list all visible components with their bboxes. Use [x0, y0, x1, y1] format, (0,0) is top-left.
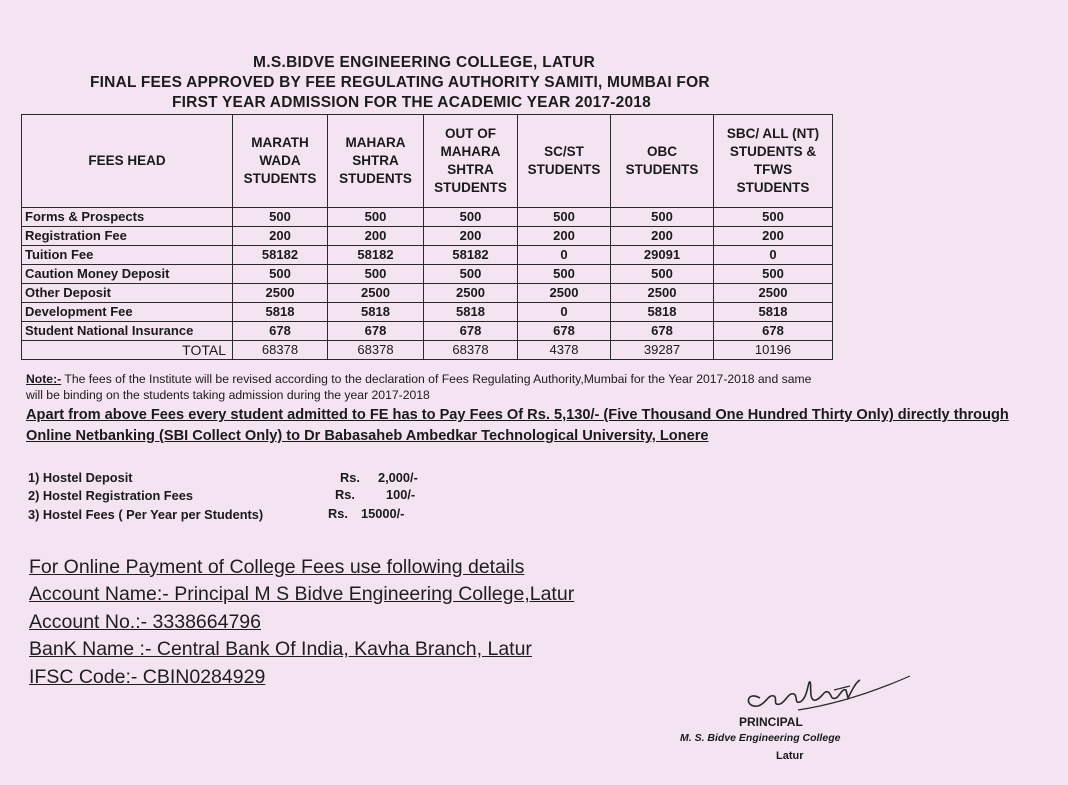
- fee-value-cell: 200: [611, 227, 714, 246]
- fee-value-cell: 500: [714, 265, 833, 284]
- fee-value-cell: 500: [233, 208, 328, 227]
- stamp-latur: Latur: [776, 750, 804, 762]
- fee-value-cell: 500: [714, 208, 833, 227]
- hostel-fees-currency: Rs.: [328, 506, 348, 521]
- fee-value-cell: 678: [424, 322, 518, 341]
- fees-note: [26, 371, 826, 403]
- fee-value-cell: 2500: [328, 284, 424, 303]
- fee-value-cell: 678: [328, 322, 424, 341]
- academic-year-title: FIRST YEAR ADMISSION FOR THE ACADEMIC YEAR 2017-2018: [172, 94, 651, 111]
- table-row: [22, 284, 833, 303]
- fee-head-cell: Forms & Prospects: [22, 208, 233, 227]
- fee-value-cell: 29091: [611, 246, 714, 265]
- table-row: [22, 322, 833, 341]
- hostel-fees-amount: 15000/-: [361, 506, 405, 521]
- fee-head-cell: Tuition Fee: [22, 246, 233, 265]
- stamp-college: M. S. Bidve Engineering College: [680, 732, 841, 744]
- total-value-cell: 4378: [518, 341, 611, 360]
- total-value-cell: 10196: [714, 341, 833, 360]
- total-value-cell: 68378: [233, 341, 328, 360]
- table-row: [22, 208, 833, 227]
- hostel-registration-amount: 100/-: [386, 487, 416, 502]
- total-row: [22, 341, 833, 360]
- fee-value-cell: 678: [518, 322, 611, 341]
- col-maharashtra: MAHARA SHTRA STUDENTS: [328, 115, 424, 208]
- fee-value-cell: 200: [714, 227, 833, 246]
- hostel-registration-label: 2) Hostel Registration Fees: [28, 488, 193, 503]
- fee-value-cell: 0: [518, 246, 611, 265]
- fee-value-cell: 678: [714, 322, 833, 341]
- university-fee-notice: Apart from above Fees every student admitted to FE has to Pay Fees Of Rs. 5,130/- (Five Thousand One Hundred Thirty Only) directly through Online Netbanking (SBI Collect Only) to Dr Babasaheb Ambedkar Technological University, Lonere: [26, 407, 1009, 444]
- account-number: Account No.:- 3338664796: [29, 611, 262, 633]
- table-row: [22, 265, 833, 284]
- fee-value-cell: 2500: [233, 284, 328, 303]
- table-row: [22, 227, 833, 246]
- hostel-fees-label: 3) Hostel Fees ( Per Year per Students): [28, 507, 264, 522]
- fee-value-cell: 678: [233, 322, 328, 341]
- fee-value-cell: 500: [518, 265, 611, 284]
- total-label: TOTAL: [22, 341, 233, 360]
- ifsc-code: IFSC Code:- CBIN0284929: [29, 666, 266, 688]
- table-header-row: [22, 115, 833, 208]
- table-row: [22, 246, 833, 265]
- fee-head-cell: Development Fee: [22, 303, 233, 322]
- hostel-deposit-currency: Rs.: [340, 470, 360, 485]
- col-marathwada: MARATH WADA STUDENTS: [233, 115, 328, 208]
- col-out-of-maharashtra: OUT OF MAHARA SHTRA STUDENTS: [424, 115, 518, 208]
- fee-head-cell: Caution Money Deposit: [22, 265, 233, 284]
- col-fees-head: FEES HEAD: [22, 115, 233, 208]
- fee-value-cell: 2500: [518, 284, 611, 303]
- fee-head-cell: Registration Fee: [22, 227, 233, 246]
- fee-value-cell: 500: [518, 208, 611, 227]
- account-name: Account Name:- Principal M S Bidve Engineering College,Latur: [29, 583, 575, 605]
- online-payment-title: For Online Payment of College Fees use following details: [29, 556, 525, 578]
- fee-value-cell: 2500: [424, 284, 518, 303]
- stamp-principal: PRINCIPAL: [739, 715, 803, 729]
- hostel-deposit-label: 1) Hostel Deposit: [28, 470, 133, 485]
- fee-value-cell: 2500: [611, 284, 714, 303]
- fee-value-cell: 200: [424, 227, 518, 246]
- fee-head-cell: Student National Insurance: [22, 322, 233, 341]
- col-sbc-nt-tfws: SBC/ ALL (NT) STUDENTS & TFWS STUDENTS: [714, 115, 833, 208]
- fee-value-cell: 500: [233, 265, 328, 284]
- fee-value-cell: 5818: [611, 303, 714, 322]
- fee-value-cell: 500: [424, 265, 518, 284]
- hostel-deposit-amount: 2,000/-: [378, 470, 418, 485]
- fee-value-cell: 500: [328, 265, 424, 284]
- hostel-registration-currency: Rs.: [335, 487, 355, 502]
- fee-value-cell: 0: [518, 303, 611, 322]
- fee-authority-title: FINAL FEES APPROVED BY FEE REGULATING AUTHORITY SAMITI, MUMBAI FOR: [90, 74, 710, 91]
- note-text: The fees of the Institute will be revised according to the declaration of Fees Regulating Authority,Mumbai for the Year 2017-2018 and same will be binding on the students taking admission during the year 2017-2018: [26, 372, 812, 402]
- fee-value-cell: 200: [233, 227, 328, 246]
- college-title: M.S.BIDVE ENGINEERING COLLEGE, LATUR: [253, 54, 596, 71]
- note-label: Note:-: [26, 372, 62, 386]
- fee-value-cell: 5818: [714, 303, 833, 322]
- total-value-cell: 39287: [611, 341, 714, 360]
- fee-value-cell: 0: [714, 246, 833, 265]
- fee-value-cell: 2500: [714, 284, 833, 303]
- fee-value-cell: 500: [611, 208, 714, 227]
- fee-value-cell: 200: [518, 227, 611, 246]
- principal-signature: [738, 660, 918, 720]
- fee-value-cell: 58182: [424, 246, 518, 265]
- bank-name: BanK Name :- Central Bank Of India, Kavha Branch, Latur: [29, 638, 532, 660]
- fees-table: [21, 114, 833, 360]
- fee-value-cell: 200: [328, 227, 424, 246]
- table-row: [22, 303, 833, 322]
- fee-value-cell: 500: [424, 208, 518, 227]
- fee-value-cell: 500: [328, 208, 424, 227]
- col-sc-st: SC/ST STUDENTS: [518, 115, 611, 208]
- total-value-cell: 68378: [328, 341, 424, 360]
- col-obc: OBC STUDENTS: [611, 115, 714, 208]
- fee-value-cell: 5818: [233, 303, 328, 322]
- fee-value-cell: 5818: [424, 303, 518, 322]
- fee-value-cell: 678: [611, 322, 714, 341]
- fee-value-cell: 58182: [328, 246, 424, 265]
- fee-value-cell: 58182: [233, 246, 328, 265]
- fee-value-cell: 5818: [328, 303, 424, 322]
- fee-head-cell: Other Deposit: [22, 284, 233, 303]
- fee-value-cell: 500: [611, 265, 714, 284]
- total-value-cell: 68378: [424, 341, 518, 360]
